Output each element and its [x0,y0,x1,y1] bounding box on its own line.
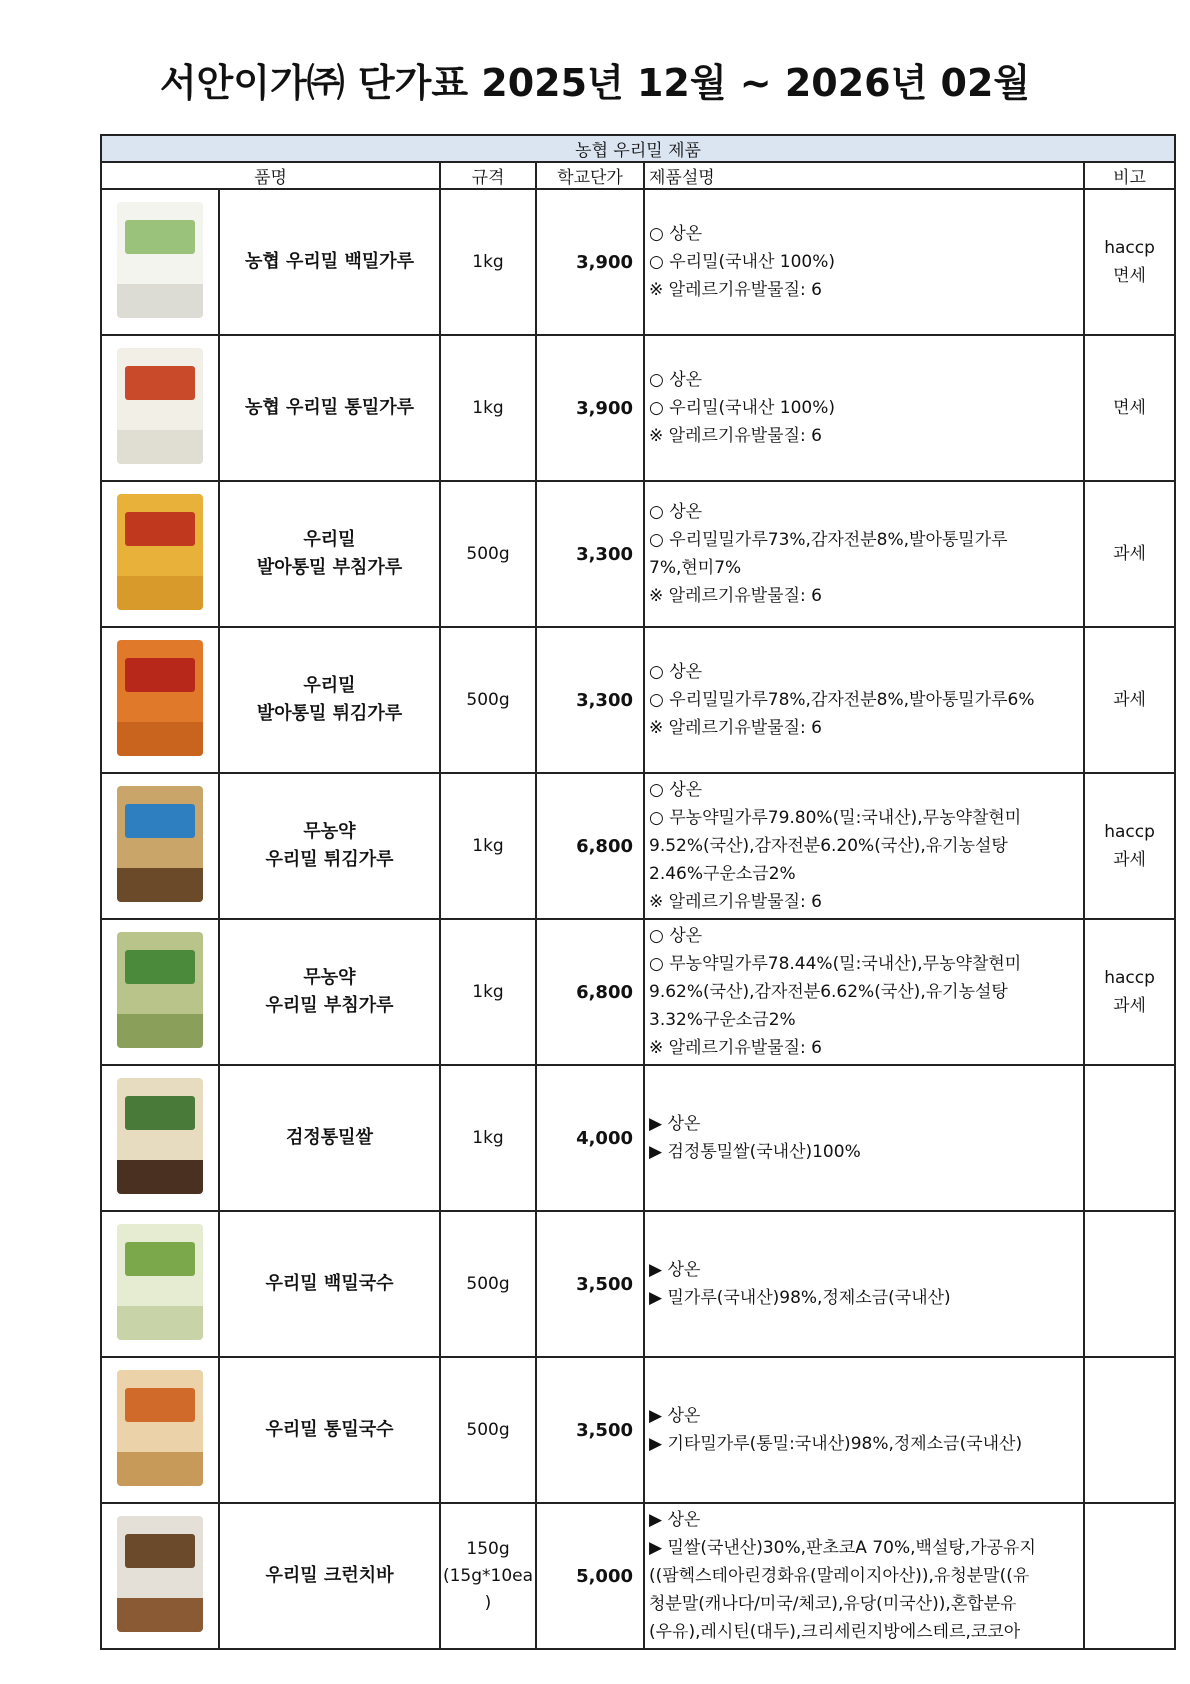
description-line: ▶ 상온 [649,1260,701,1280]
product-image-cell [101,919,219,1065]
product-note [1084,1065,1175,1211]
description-line: ※ 알레르기유발물질: 6 [649,718,822,738]
product-price: 6,800 [536,919,644,1065]
product-spec [440,335,536,481]
product-description [644,1065,1084,1211]
product-name-line: 우리밀 크런치바 [265,1565,394,1586]
product-note [1084,335,1175,481]
product-name [219,773,440,919]
product-spec-line: 1kg [472,397,504,418]
column-header-spec: 규격 [440,162,536,189]
description-line: ○ 무농약밀가루78.44%(밀:국내산),무농약찰현미 [649,954,1022,974]
product-image-cell [101,189,219,335]
product-spec-line: 500g [466,543,510,564]
product-name [219,189,440,335]
product-name-line: 우리밀 [303,675,356,696]
product-price: 4,000 [536,1065,644,1211]
product-spec-line: 1kg [472,981,504,1002]
product-spec-line: ) [484,1592,492,1613]
package-label [125,1242,195,1276]
product-name-line: 농협 우리밀 통밀가루 [244,397,415,418]
organic-pancake-mix-bag-image [117,932,203,1048]
description-line: ○ 우리밀(국내산 100%) [649,398,836,418]
description-line: 9.52%(국산),감자전분6.20%(국산),유기농설탕 [649,836,1008,856]
product-name-line: 무농약 [303,967,356,988]
flour-bag-whole-wheat-image [117,348,203,464]
product-description [644,1503,1084,1649]
table-row [101,627,1175,773]
product-price: 6,800 [536,773,644,919]
product-spec-line: 500g [466,689,510,710]
product-spec-line: (15g*10ea [442,1565,534,1586]
description-line: ○ 상온 [649,926,703,946]
product-price: 5,000 [536,1503,644,1649]
description-line: ○ 상온 [649,662,703,682]
product-name [219,919,440,1065]
note-line: 과세 [1113,544,1146,564]
product-price: 3,300 [536,481,644,627]
package-window [117,1598,203,1632]
crunch-bar-box-image [117,1516,203,1632]
product-spec-line: 1kg [472,1127,504,1148]
package-label [125,1388,195,1422]
table-row [101,1503,1175,1649]
product-image-cell [101,481,219,627]
description-line: ※ 알레르기유발물질: 6 [649,280,822,300]
product-image-cell [101,1357,219,1503]
product-description [644,919,1084,1065]
product-name [219,1503,440,1649]
package-label [125,220,195,254]
product-price: 3,500 [536,1211,644,1357]
product-name [219,627,440,773]
column-header-note: 비고 [1084,162,1175,189]
product-price: 3,300 [536,627,644,773]
product-image-cell [101,1503,219,1649]
description-line: ○ 상온 [649,780,703,800]
description-line: ○ 무농약밀가루79.80%(밀:국내산),무농약찰현미 [649,808,1022,828]
product-image-cell [101,1211,219,1357]
product-price: 3,500 [536,1357,644,1503]
pancake-mix-bag-image [117,494,203,610]
package-window [117,868,203,902]
description-line: 청분말(캐나다/미국/체코),유당(미국산)),혼합분유 [649,1594,1017,1614]
product-description [644,481,1084,627]
product-name-line: 농협 우리밀 백밀가루 [244,251,415,272]
package-label [125,366,195,400]
product-name-line: 발아통밀 부침가루 [256,557,403,578]
whole-wheat-noodle-pack-image [117,1370,203,1486]
white-wheat-noodle-pack-image [117,1224,203,1340]
description-line: ▶ 기타밀가루(통밀:국내산)98%,정제소금(국내산) [649,1434,1023,1454]
package-label [125,1534,195,1568]
product-note [1084,627,1175,773]
product-spec [440,1503,536,1649]
description-line: 3.32%구운소금2% [649,1010,796,1030]
package-label [125,658,195,692]
product-spec-line: 1kg [472,251,504,272]
table-row [101,919,1175,1065]
package-label [125,512,195,546]
product-name [219,1211,440,1357]
description-line: (우유),레시틴(대두),크리세린지방에스테르,코코아 [649,1622,1021,1642]
product-note [1084,773,1175,919]
description-line: ▶ 검정통밀쌀(국내산)100% [649,1142,861,1162]
note-line: 과세 [1113,996,1146,1016]
product-note [1084,1211,1175,1357]
column-header-name: 품명 [101,162,440,189]
price-table [100,134,1176,1650]
product-description [644,189,1084,335]
note-line: haccp [1104,238,1155,258]
product-note [1084,1503,1175,1649]
product-description [644,335,1084,481]
package-window [117,722,203,756]
product-spec-line: 150g [466,1538,510,1559]
product-name-line: 우리밀 백밀국수 [265,1273,394,1294]
table-row [101,1211,1175,1357]
product-spec [440,481,536,627]
description-line: ▶ 상온 [649,1510,701,1530]
product-name-line: 우리밀 [303,529,356,550]
product-spec [440,627,536,773]
package-label [125,804,195,838]
description-line: ※ 알레르기유발물질: 6 [649,426,822,446]
package-label [125,1096,195,1130]
package-window [117,1452,203,1486]
package-window [117,284,203,318]
description-line: 2.46%구운소금2% [649,864,796,884]
description-line: 9.62%(국산),감자전분6.62%(국산),유기농설탕 [649,982,1008,1002]
product-image-cell [101,773,219,919]
column-header-desc: 제품설명 [644,162,1084,189]
product-spec [440,1065,536,1211]
black-whole-wheat-rice-bag-image [117,1078,203,1194]
description-line: ○ 상온 [649,224,703,244]
table-row [101,481,1175,627]
section-header: 농협 우리밀 제품 [101,135,1175,162]
description-line: 7%,현미7% [649,558,742,578]
product-name [219,1065,440,1211]
description-line: ▶ 밀쌀(국낸산)30%,판초코A 70%,백설탕,가공유지 [649,1538,1036,1558]
product-name-line: 우리밀 통밀국수 [265,1419,394,1440]
product-spec [440,1211,536,1357]
description-line: ※ 알레르기유발물질: 6 [649,892,822,912]
description-line: ○ 우리밀밀가루78%,감자전분8%,발아통밀가루6% [649,690,1035,710]
description-line: ▶ 상온 [649,1406,701,1426]
product-spec [440,189,536,335]
package-window [117,1306,203,1340]
description-line: ▶ 밀가루(국내산)98%,정제소금(국내산) [649,1288,951,1308]
product-image-cell [101,627,219,773]
product-spec-line: 1kg [472,835,504,856]
package-label [125,950,195,984]
note-line: haccp [1104,822,1155,842]
description-line: ▶ 상온 [649,1114,701,1134]
product-spec-line: 500g [466,1419,510,1440]
package-window [117,576,203,610]
table-row [101,189,1175,335]
product-name-line: 우리밀 부침가루 [265,995,394,1016]
product-description [644,627,1084,773]
table-row [101,335,1175,481]
product-spec [440,919,536,1065]
product-description [644,1357,1084,1503]
product-note [1084,1357,1175,1503]
product-note [1084,919,1175,1065]
product-description [644,1211,1084,1357]
description-line: ((팜헥스테아린경화유(말레이지아산)),유청분말((유 [649,1566,1030,1586]
product-name-line: 우리밀 튀김가루 [265,849,394,870]
note-line: 과세 [1113,690,1146,710]
product-note [1084,189,1175,335]
product-name-line: 검정통밀쌀 [286,1127,373,1148]
flour-bag-white-image [117,202,203,318]
table-row [101,1357,1175,1503]
description-line: ※ 알레르기유발물질: 6 [649,1038,822,1058]
description-line: ○ 상온 [649,502,703,522]
note-line: 과세 [1113,850,1146,870]
product-description [644,773,1084,919]
description-line: ○ 상온 [649,370,703,390]
product-spec-line: 500g [466,1273,510,1294]
description-line: ○ 우리밀(국내산 100%) [649,252,836,272]
product-image-cell [101,335,219,481]
page-title: 서안이가㈜ 단가표 2025년 12월 ~ 2026년 02월 [159,61,1031,105]
product-name-line: 무농약 [303,821,356,842]
note-line: 면세 [1113,266,1146,286]
description-line: ○ 우리밀밀가루73%,감자전분8%,발아통밀가루 [649,530,1008,550]
product-name [219,335,440,481]
table-row [101,773,1175,919]
product-spec [440,1357,536,1503]
product-name [219,1357,440,1503]
package-window [117,1160,203,1194]
product-name-line: 발아통밀 튀김가루 [256,703,403,724]
package-window [117,430,203,464]
description-line: ※ 알레르기유발물질: 6 [649,586,822,606]
note-line: haccp [1104,968,1155,988]
product-image-cell [101,1065,219,1211]
product-note [1084,481,1175,627]
frying-mix-bag-image [117,640,203,756]
organic-frying-mix-bag-image [117,786,203,902]
product-spec [440,773,536,919]
product-price: 3,900 [536,335,644,481]
product-price: 3,900 [536,189,644,335]
table-row [101,1065,1175,1211]
column-header-price: 학교단가 [536,162,644,189]
note-line: 면세 [1113,398,1146,418]
product-name [219,481,440,627]
package-window [117,1014,203,1048]
